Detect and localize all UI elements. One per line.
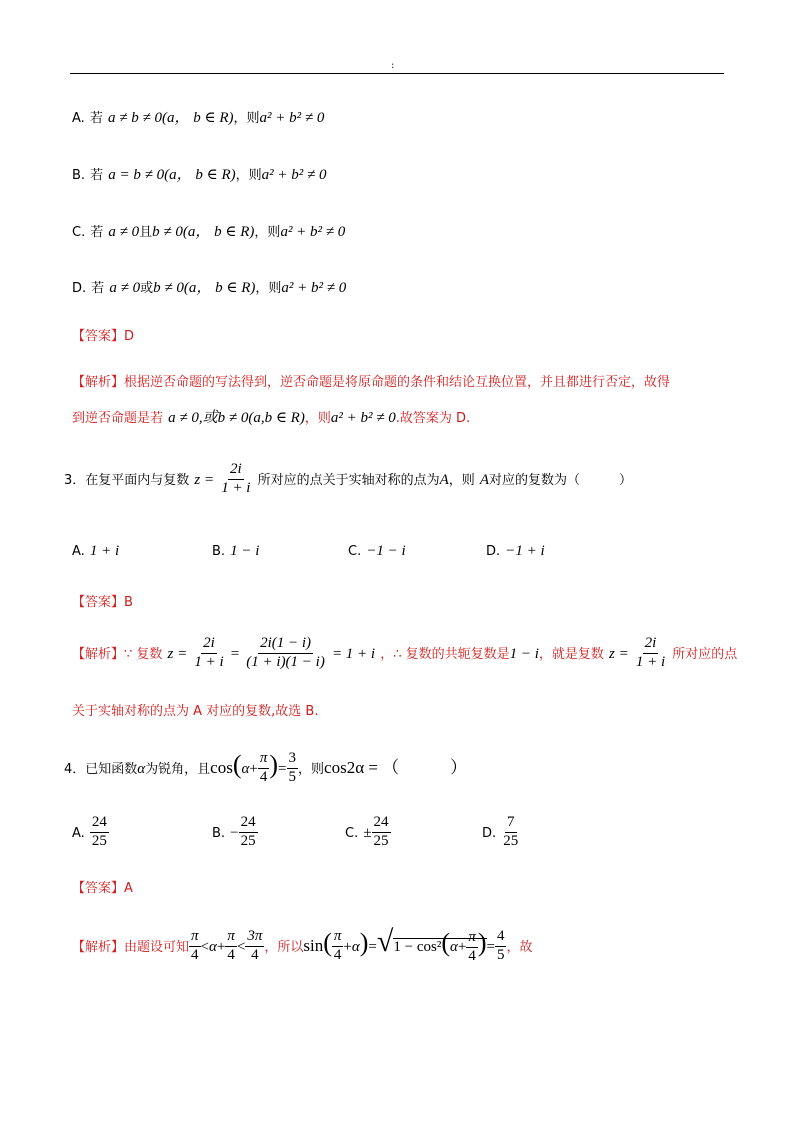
option-letter: B. [72, 168, 86, 183]
answer-tag: 【答案】 [72, 329, 125, 344]
analysis-text: ∵ 复数 [124, 646, 163, 662]
analysis-text: 由题设可知 [124, 940, 190, 955]
stem-alpha: α [241, 761, 250, 777]
stem-text: 3．在复平面内与复数 [64, 472, 190, 488]
stem-text: ，则 [298, 762, 325, 777]
stem-text: 所对应的点关于实轴对称的点为 [257, 472, 440, 488]
option-value: 1 − i [230, 543, 260, 559]
fraction-numerator: π [258, 751, 270, 769]
fraction-denominator: 25 [373, 832, 389, 849]
option-conclusion: a² + b² ≠ 0 [261, 167, 327, 183]
analysis-text: 到逆否命题是若 [72, 411, 164, 426]
fraction-denominator: 4 [468, 948, 476, 965]
analysis-expression: a ≠ 0,或b ≠ 0(a,b ∈ R) [168, 410, 305, 426]
fraction-denominator: 5 [288, 769, 297, 785]
analysis-text: 根据逆否命题的写法得到，逆否命题是将原命题的条件和结论互换位置，并且都进行否定，故得 [124, 375, 671, 390]
q4-answer [72, 877, 133, 896]
analysis-result [495, 929, 507, 964]
fraction-denominator: 4 [333, 947, 342, 963]
answer-tag: 【答案】 [72, 881, 125, 896]
q4-analysis: 【解析】由题设可知 $\frac{\pi}{4}$ <α+ $\frac{\pi}{4}$ < $\frac{3\pi}{4}$ ，所以sin( $\frac{\pi}{4}$ +α)=√1 − cos²(α+ $\frac{\pi}{4}$ )= $\frac{4}{5}$ ，故 [72, 925, 533, 965]
stem-text: 4．已知函数 [64, 762, 138, 777]
analysis-pi-over-4 [466, 930, 478, 965]
option-connector: ，则 [255, 281, 282, 296]
q2-option-a [72, 106, 324, 127]
option-letter: D. [486, 544, 501, 559]
q4-option-c [345, 815, 391, 850]
stem-point: A [439, 471, 449, 488]
fraction-denominator: 25 [91, 832, 107, 849]
option-letter: B. [212, 825, 226, 841]
stem-text: 为锐角，且 [145, 762, 211, 777]
option-value: −1 + i [505, 543, 545, 559]
analysis-sin: sin [303, 936, 324, 955]
fraction-numerator: π [225, 929, 237, 947]
fraction-numerator: 2i [228, 462, 244, 480]
analysis-connector: ，则 [304, 411, 331, 426]
q3-option-c [348, 540, 406, 560]
option-expression-1: a ≠ 0 [108, 224, 140, 240]
analysis-pi-over-4 [225, 929, 237, 964]
answer-tag: 【答案】 [72, 595, 125, 610]
stem-value [287, 751, 299, 786]
q2-option-b [72, 163, 327, 184]
fraction-numerator: π [189, 929, 201, 947]
fraction-numerator: π [466, 930, 478, 948]
option-prefix: 若 [90, 168, 104, 183]
q4-stem: 4．已知函数α为锐角，且cos(α+ $\frac{\pi}{4}$ )= $\frac{3}{5}$ ，则cos2α = （ ） [64, 750, 468, 785]
fraction-numerator: 4 [495, 929, 507, 947]
option-conclusion: a² + b² ≠ 0 [259, 110, 325, 126]
fraction-denominator: 25 [240, 832, 256, 849]
fraction-numerator: 3π [245, 929, 264, 947]
analysis-pi-over-4 [189, 929, 201, 964]
fraction-denominator: 4 [259, 769, 268, 785]
analysis-z: z = [609, 645, 629, 662]
q2-analysis-line2 [72, 406, 470, 427]
analysis-end: .故答案为 D. [395, 411, 471, 426]
stem-text: 对应的复数为（ ） [489, 472, 633, 488]
option-fraction [372, 815, 391, 850]
analysis-z: z = [167, 645, 188, 662]
option-expression-2: b ≠ 0(a， b ∈ R) [153, 280, 256, 296]
analysis-text: ，所以 [264, 940, 304, 955]
fraction-denominator: 4 [251, 947, 259, 963]
fraction-denominator: 5 [496, 947, 505, 963]
analysis-pi-over-4 [332, 929, 344, 964]
fraction-numerator: 7 [505, 815, 517, 833]
option-prefix: 若 [90, 225, 104, 240]
fraction-numerator: π [332, 929, 344, 947]
option-prefix: 若 [91, 281, 105, 296]
q3-option-a [72, 540, 119, 560]
analysis-text: ，就是复数 [538, 646, 604, 662]
fraction-denominator: 25 [503, 832, 519, 849]
header-mark: : [391, 60, 395, 71]
option-conjunction: 或 [140, 281, 154, 296]
fraction-denominator: (1 + i)(1 − i) [246, 653, 325, 670]
option-letter: C. [345, 825, 359, 841]
analysis-alpha: α [209, 939, 217, 955]
option-letter: A. [72, 544, 85, 559]
analysis-tag: 【解析】 [72, 646, 125, 662]
q3-analysis-line1: 【解析】∵ 复数 z = $\frac{2i}{1 + i}$ = $\frac{2i(1 - i)}{(1 + i)(1 - i)}$ = 1 + i ，∴ 复数的共轭复数是1 − i，就是复数 z = $\frac{2i}{1 + i}$ 所对应的点 [72, 635, 738, 670]
stem-cos: cos [210, 758, 233, 777]
option-letter: D. [482, 825, 497, 841]
fraction-denominator: 1 + i [221, 479, 251, 496]
q3-option-b [212, 540, 259, 560]
option-letter: A. [72, 825, 85, 841]
fraction-numerator: 2i [643, 636, 659, 654]
fraction-numerator: 2i [201, 636, 217, 654]
option-conclusion: a² + b² ≠ 0 [281, 280, 347, 296]
q3-analysis-line2: 关于实轴对称的点为 A 对应的复数,故选 B. [72, 704, 319, 719]
option-conjunction: 且 [139, 225, 153, 240]
analysis-fraction-1 [192, 636, 225, 671]
analysis-3pi-over-4 [245, 929, 264, 964]
stem-pi-over-4 [258, 751, 270, 786]
option-letter: C. [72, 225, 86, 240]
fraction-numerator: 2i(1 − i) [258, 636, 313, 654]
analysis-tag: 【解析】 [72, 940, 125, 955]
q2-option-c [72, 220, 345, 241]
analysis-alpha: α [351, 939, 360, 955]
option-value: 1 + i [89, 543, 120, 559]
option-connector: ，则 [254, 225, 281, 240]
fraction-numerator: 24 [239, 815, 258, 833]
option-expression-1: a ≠ 0 [109, 280, 141, 296]
q3-answer [72, 591, 133, 610]
q2-option-d [72, 276, 346, 297]
stem-target: cos2α = （ ） [324, 758, 468, 777]
fraction-denominator: 1 + i [635, 653, 666, 670]
stem-z: z = [194, 471, 215, 488]
fraction-numerator: 24 [372, 815, 391, 833]
option-expression: a ≠ b ≠ 0(a， b ∈ R) [108, 110, 234, 126]
answer-value: A [124, 881, 133, 896]
stem-alpha: α [137, 761, 146, 777]
analysis-text: 所对应的点 [672, 646, 738, 662]
header-rule [70, 73, 724, 74]
q4-option-a [72, 815, 109, 850]
analysis-text: ，故 [506, 940, 533, 955]
option-value: −1 − i [366, 543, 406, 559]
analysis-tag: 【解析】 [72, 375, 125, 390]
q4-option-b [212, 815, 258, 850]
option-letter: C. [348, 544, 362, 559]
option-connector: ，则 [235, 168, 262, 183]
option-fraction [239, 815, 258, 850]
option-letter: A. [72, 111, 85, 126]
answer-value: B [124, 595, 133, 610]
analysis-fraction-2 [244, 636, 327, 671]
option-sign: − [230, 824, 239, 841]
analysis-conclusion: a² + b² ≠ 0 [330, 410, 396, 426]
option-fraction [90, 815, 109, 850]
option-prefix: 若 [89, 111, 103, 126]
option-fraction [501, 815, 520, 850]
fraction-numerator: 3 [287, 751, 299, 769]
stem-fraction [219, 462, 252, 497]
stem-point: A [479, 471, 490, 488]
option-letter: B. [212, 544, 226, 559]
analysis-fraction-3 [634, 636, 667, 671]
analysis-alpha: α [449, 939, 458, 955]
fraction-numerator: 24 [90, 815, 109, 833]
q3-option-d [486, 540, 545, 560]
fraction-denominator: 4 [227, 947, 235, 963]
option-expression-2: b ≠ 0(a， b ∈ R) [152, 224, 255, 240]
analysis-root-body: 1 − cos² [393, 939, 442, 955]
fraction-denominator: 1 + i [194, 653, 224, 670]
q2-analysis-line1 [72, 371, 670, 390]
analysis-text: ，∴ 复数的共轭复数是 [380, 646, 510, 662]
analysis-conjugate: 1 − i [509, 645, 539, 662]
q4-option-d [482, 815, 520, 850]
option-sign: ± [363, 824, 372, 841]
option-conclusion: a² + b² ≠ 0 [280, 224, 346, 240]
option-connector: ，则 [233, 111, 260, 126]
option-letter: D. [72, 281, 87, 296]
q2-answer [72, 325, 134, 344]
stem-text: ，则 [448, 472, 475, 488]
fraction-denominator: 4 [191, 947, 199, 963]
answer-value: D [124, 329, 135, 344]
analysis-result: = 1 + i [331, 645, 376, 662]
option-expression: a = b ≠ 0(a， b ∈ R) [108, 167, 236, 183]
q3-stem [64, 462, 632, 497]
